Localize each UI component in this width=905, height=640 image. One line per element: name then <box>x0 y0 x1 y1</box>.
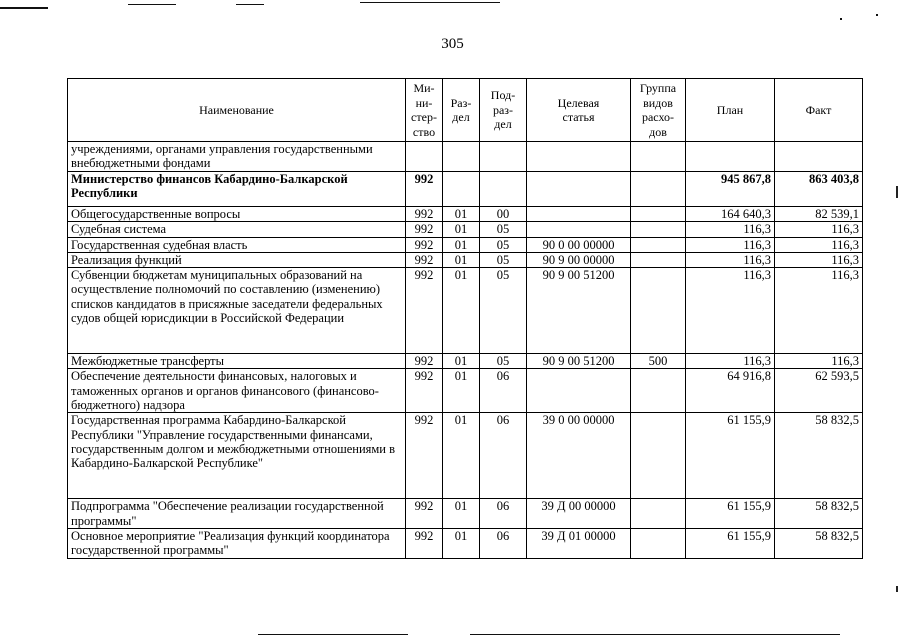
table-row <box>68 142 863 172</box>
cell-name: Общегосударственные вопросы <box>68 207 406 222</box>
cell-ministry: 992 <box>406 369 443 413</box>
cell-target-article: 90 9 00 51200 <box>527 268 631 354</box>
scan-speck <box>840 18 842 20</box>
cell-expense-group <box>631 369 686 413</box>
cell-fact: 58 832,5 <box>775 499 863 529</box>
header-expense-group: Группа видов расхо- дов <box>631 79 686 142</box>
cell-subsection: 06 <box>480 528 527 558</box>
cell-plan: 116,3 <box>686 222 775 237</box>
cell-name: Реализация функций <box>68 252 406 267</box>
cell-name: Основное мероприятие "Реализация функций координатора государственной программы" <box>68 528 406 558</box>
cell-ministry: 992 <box>406 499 443 529</box>
scan-artifact-bottom <box>470 634 840 635</box>
scan-artifact-top <box>360 2 500 3</box>
scan-speck <box>876 14 878 16</box>
cell-section: 01 <box>443 413 480 499</box>
cell-section: 01 <box>443 252 480 267</box>
cell-plan: 61 155,9 <box>686 528 775 558</box>
cell-plan: 61 155,9 <box>686 413 775 499</box>
cell-target-article <box>527 207 631 222</box>
scan-artifact-top <box>128 4 176 5</box>
cell-ministry <box>406 142 443 172</box>
cell-fact: 62 593,5 <box>775 369 863 413</box>
cell-expense-group <box>631 172 686 207</box>
table-row <box>68 268 863 354</box>
cell-expense-group <box>631 268 686 354</box>
page-number: 305 <box>441 36 464 52</box>
cell-section: 01 <box>443 354 480 369</box>
cell-section: 01 <box>443 222 480 237</box>
cell-fact: 116,3 <box>775 222 863 237</box>
cell-subsection <box>480 172 527 207</box>
cell-target-article <box>527 222 631 237</box>
cell-target-article <box>527 369 631 413</box>
cell-ministry: 992 <box>406 268 443 354</box>
cell-fact: 116,3 <box>775 268 863 354</box>
cell-plan: 64 916,8 <box>686 369 775 413</box>
cell-target-article: 90 9 00 51200 <box>527 354 631 369</box>
cell-target-article <box>527 142 631 172</box>
table-row <box>68 252 863 267</box>
cell-ministry: 992 <box>406 172 443 207</box>
header-section: Раз- дел <box>443 79 480 142</box>
table-row <box>68 237 863 252</box>
cell-name: Судебная система <box>68 222 406 237</box>
cell-ministry: 992 <box>406 207 443 222</box>
cell-section: 01 <box>443 237 480 252</box>
cell-subsection: 06 <box>480 413 527 499</box>
table-row <box>68 413 863 499</box>
header-subsection: Под- раз- дел <box>480 79 527 142</box>
cell-ministry: 992 <box>406 222 443 237</box>
cell-plan: 116,3 <box>686 252 775 267</box>
cell-plan: 116,3 <box>686 354 775 369</box>
cell-expense-group <box>631 142 686 172</box>
cell-section: 01 <box>443 268 480 354</box>
header-plan: План <box>686 79 775 142</box>
cell-subsection <box>480 142 527 172</box>
cell-subsection: 05 <box>480 354 527 369</box>
table-row <box>68 207 863 222</box>
cell-fact: 82 539,1 <box>775 207 863 222</box>
cell-expense-group <box>631 413 686 499</box>
scan-artifact-bottom <box>258 634 408 635</box>
cell-ministry: 992 <box>406 354 443 369</box>
cell-section <box>443 172 480 207</box>
cell-ministry: 992 <box>406 252 443 267</box>
scan-artifact-top <box>236 4 264 5</box>
cell-fact: 116,3 <box>775 237 863 252</box>
cell-target-article <box>527 172 631 207</box>
cell-target-article: 39 Д 00 00000 <box>527 499 631 529</box>
scan-artifact-right-edge <box>896 586 898 592</box>
cell-target-article: 39 0 00 00000 <box>527 413 631 499</box>
cell-section: 01 <box>443 528 480 558</box>
cell-target-article: 90 9 00 00000 <box>527 252 631 267</box>
cell-fact: 58 832,5 <box>775 413 863 499</box>
cell-expense-group: 500 <box>631 354 686 369</box>
cell-subsection: 06 <box>480 369 527 413</box>
budget-table <box>67 78 863 559</box>
table-row <box>68 499 863 529</box>
cell-section: 01 <box>443 499 480 529</box>
cell-fact: 116,3 <box>775 252 863 267</box>
cell-target-article: 39 Д 01 00000 <box>527 528 631 558</box>
cell-ministry: 992 <box>406 413 443 499</box>
table-header-row <box>68 79 863 142</box>
cell-plan: 945 867,8 <box>686 172 775 207</box>
cell-plan: 61 155,9 <box>686 499 775 529</box>
header-name: Наименование <box>68 79 406 142</box>
cell-plan: 116,3 <box>686 237 775 252</box>
cell-name: Государственная программа Кабардино-Балкарской Республики "Управление государственными финансами, государственным долгом и межбюджетными отношениями в Кабардино-Балкарской Республике" <box>68 413 406 499</box>
cell-section: 01 <box>443 369 480 413</box>
cell-expense-group <box>631 528 686 558</box>
table-row <box>68 222 863 237</box>
table-row <box>68 528 863 558</box>
cell-expense-group <box>631 207 686 222</box>
cell-name: Субвенции бюджетам муниципальных образований на осуществление полномочий по составлению (изменению) списков кандидатов в присяжные заседатели федеральных судов общей юрисдикции в Российской Федерации <box>68 268 406 354</box>
cell-name: Обеспечение деятельности финансовых, налоговых и таможенных органов и органов финансового (финансово-бюджетного) надзора <box>68 369 406 413</box>
scan-artifact-top-left <box>0 7 48 9</box>
table-row <box>68 369 863 413</box>
cell-ministry: 992 <box>406 237 443 252</box>
cell-fact: 863 403,8 <box>775 172 863 207</box>
cell-expense-group <box>631 222 686 237</box>
cell-name: Государственная судебная власть <box>68 237 406 252</box>
cell-subsection: 05 <box>480 252 527 267</box>
cell-plan: 164 640,3 <box>686 207 775 222</box>
cell-expense-group <box>631 252 686 267</box>
cell-name: учреждениями, органами управления государственными внебюджетными фондами <box>68 142 406 172</box>
cell-subsection: 06 <box>480 499 527 529</box>
cell-fact: 116,3 <box>775 354 863 369</box>
cell-plan <box>686 142 775 172</box>
cell-subsection: 05 <box>480 237 527 252</box>
table-row <box>68 172 863 207</box>
cell-target-article: 90 0 00 00000 <box>527 237 631 252</box>
header-ministry: Ми- ни- стер- ство <box>406 79 443 142</box>
header-fact: Факт <box>775 79 863 142</box>
cell-subsection: 05 <box>480 222 527 237</box>
cell-fact <box>775 142 863 172</box>
cell-plan: 116,3 <box>686 268 775 354</box>
cell-section: 01 <box>443 207 480 222</box>
cell-subsection: 05 <box>480 268 527 354</box>
cell-fact: 58 832,5 <box>775 528 863 558</box>
table-row <box>68 354 863 369</box>
cell-name: Министерство финансов Кабардино-Балкарской Республики <box>68 172 406 207</box>
scan-artifact-right-edge <box>896 186 898 198</box>
cell-name: Подпрограмма "Обеспечение реализации государственной программы" <box>68 499 406 529</box>
cell-expense-group <box>631 499 686 529</box>
cell-name: Межбюджетные трансферты <box>68 354 406 369</box>
cell-section <box>443 142 480 172</box>
cell-ministry: 992 <box>406 528 443 558</box>
cell-expense-group <box>631 237 686 252</box>
cell-subsection: 00 <box>480 207 527 222</box>
header-target-article: Целевая статья <box>527 79 631 142</box>
